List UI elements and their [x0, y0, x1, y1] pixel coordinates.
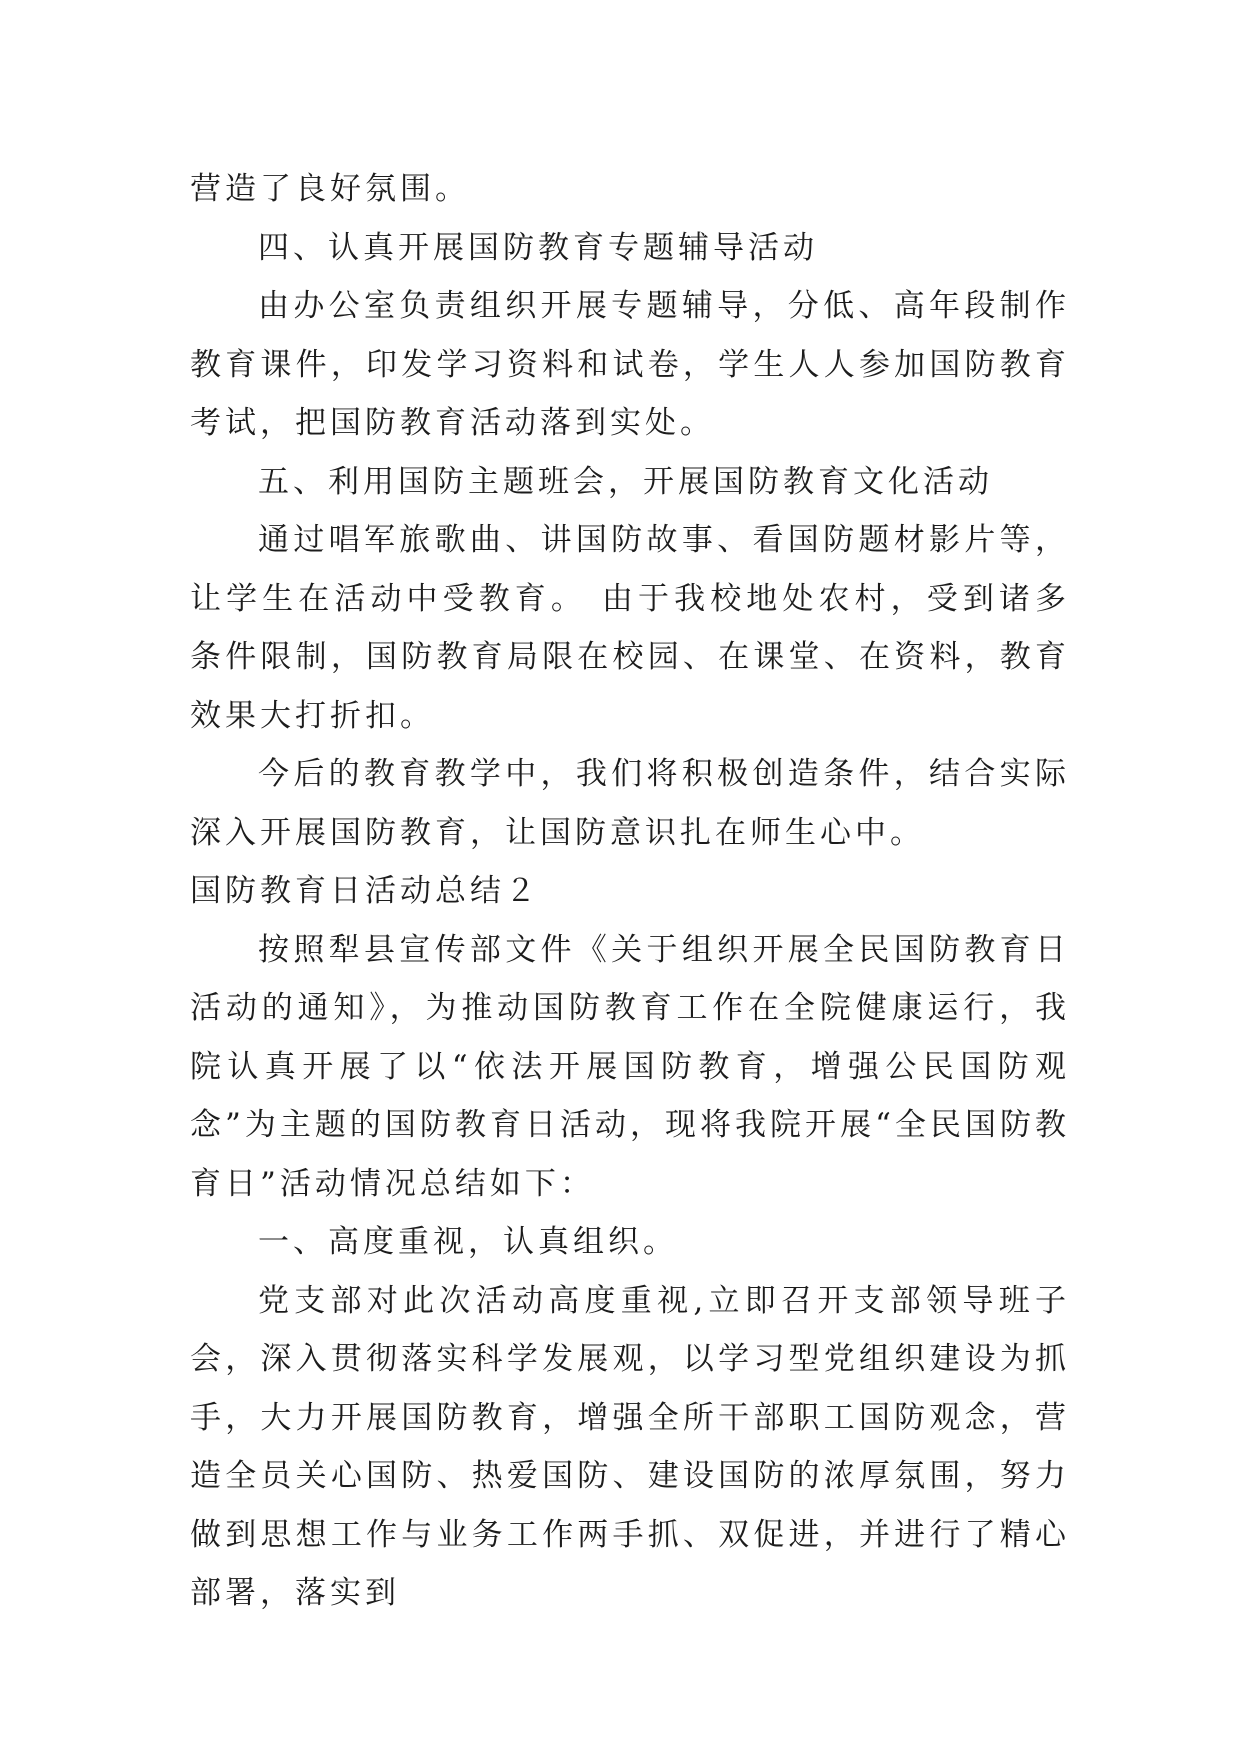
paragraph-continuation: 营造了良好氛围。 — [190, 171, 470, 207]
section-heading-5: 五、利用国防主题班会，开展国防教育文化活动 — [258, 463, 993, 500]
section-heading-1: 一、高度重视，认真组织。 — [258, 1224, 678, 1260]
document-title: 国防教育日活动总结２ — [190, 873, 540, 909]
paragraph-body: 今后的教育教学中，我们将积极创造条件，结合实际深入开展国防教育，让国防意识扎在师生心中。 — [190, 756, 1070, 851]
paragraph-body: 按照犁县宣传部文件《关于组织开展全民国防教育日活动的通知》，为推动国防教育工作在全院健康运行，我院认真开展了以“依法开展国防教育，增强公民国防观念”为主题的国防教育日活动，现将我院开展“全民国防教育日”活动情况总结如下： — [190, 931, 1070, 1202]
paragraph-body: 通过唱军旅歌曲、讲国防故事、看国防题材影片等，让学生在活动中受教育。 由于我校地处农村，受到诸多条件限制，国防教育局限在校园、在课堂、在资料，教育效果大打折扣。 — [190, 522, 1070, 734]
paragraph-body: 党支部对此次活动高度重视,立即召开支部领导班子会，深入贯彻落实科学发展观，以学习型党组织建设为抓手，大力开展国防教育，增强全所干部职工国防观念，营造全员关心国防、热爱国防、建设国防的浓厚氛围，努力做到思想工作与业务工作两手抓、双促进，并进行了精心部署，落实到 — [190, 1282, 1070, 1611]
section-heading-4: 四、认真开展国防教育专题辅导活动 — [258, 229, 818, 266]
paragraph-body: 由办公室负责组织开展专题辅导，分低、高年段制作教育课件，印发学习资料和试卷，学生人人参加国防教育考试，把国防教育活动落到实处。 — [190, 288, 1070, 441]
document-page — [190, 160, 1070, 1623]
